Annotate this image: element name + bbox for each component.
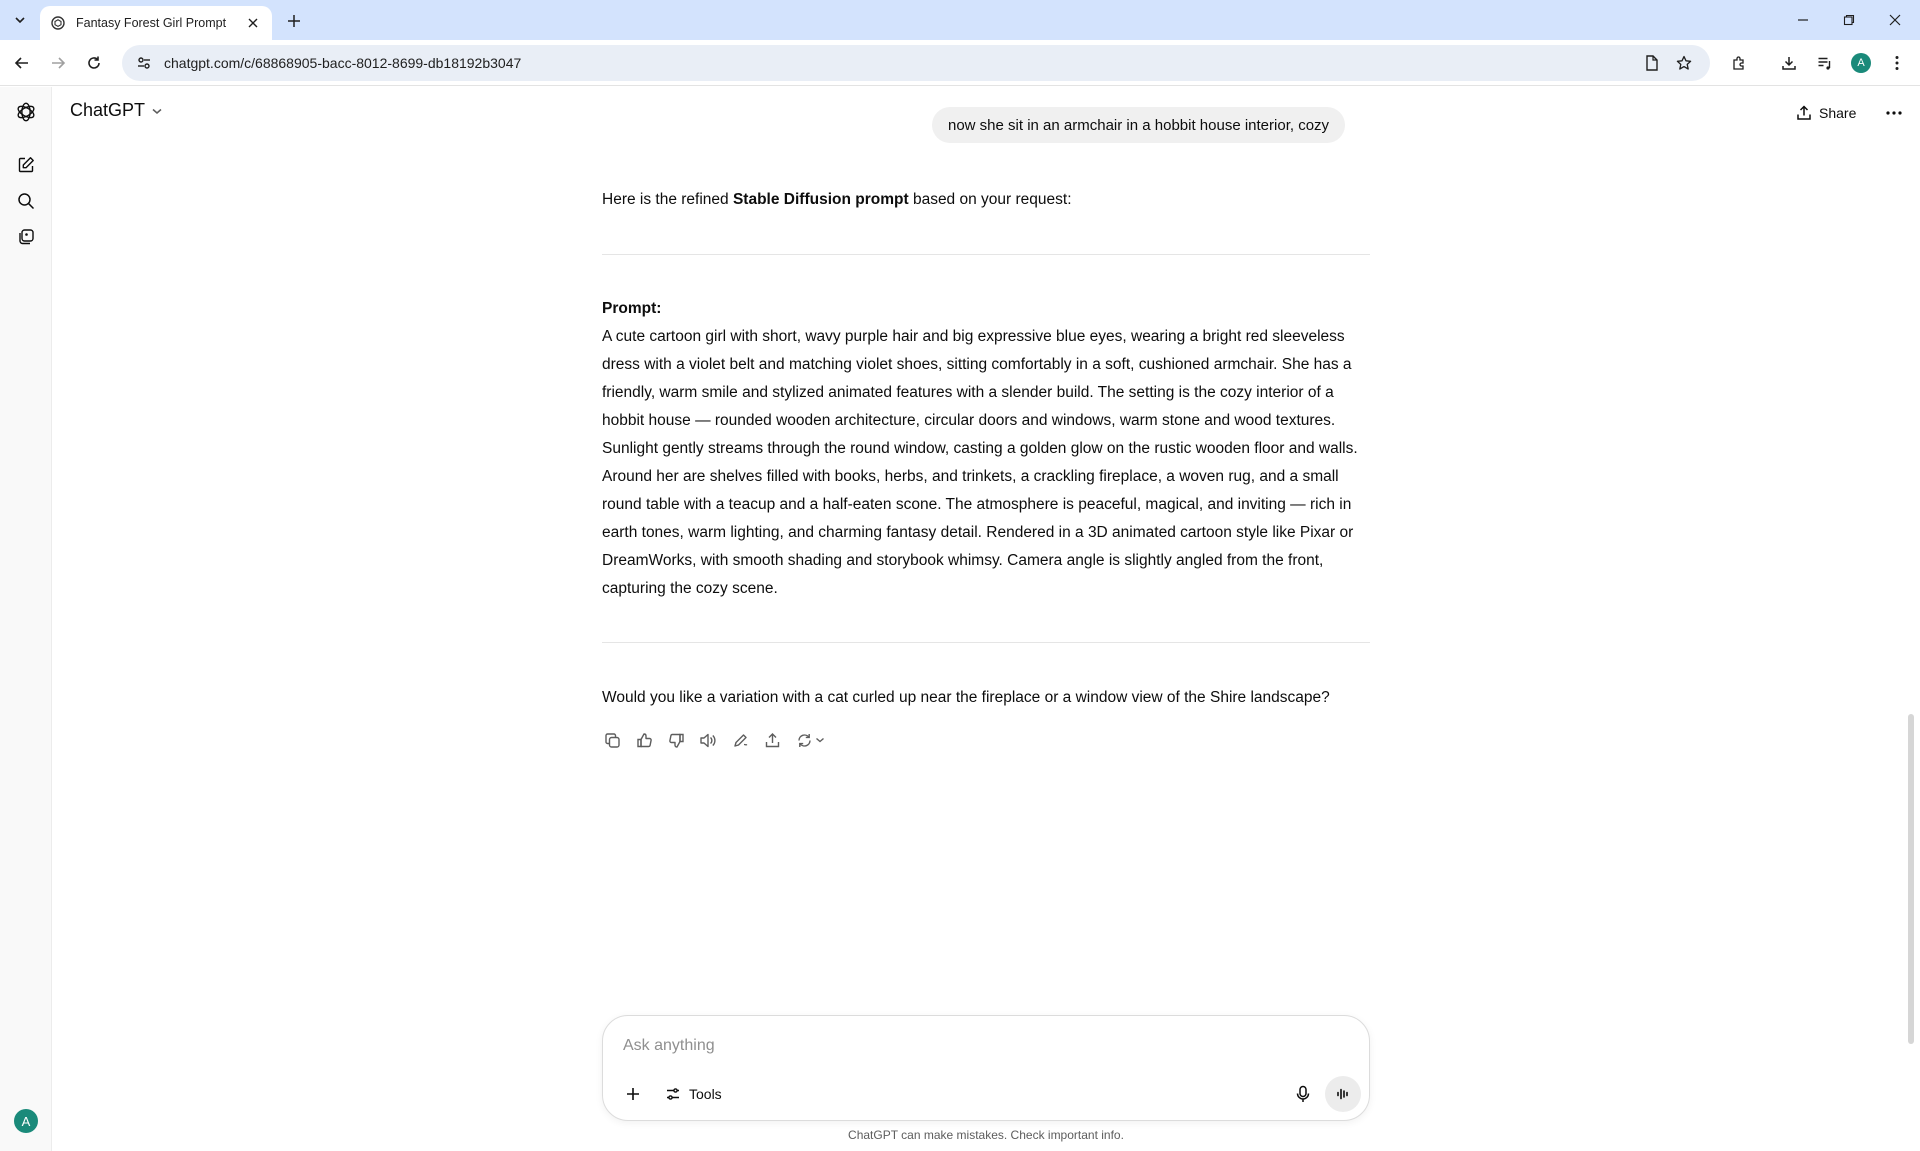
tune-icon bbox=[136, 55, 152, 71]
browser-toolbar bbox=[0, 40, 1920, 86]
copy-button[interactable] bbox=[600, 728, 624, 752]
share-icon bbox=[1796, 105, 1812, 121]
images-icon bbox=[17, 228, 35, 246]
url-text[interactable]: chatgpt.com/c/68868905-bacc-8012-8699-db18192b3047 bbox=[164, 55, 522, 71]
plus-icon bbox=[625, 1086, 641, 1102]
address-bar[interactable] bbox=[122, 45, 1710, 81]
chevron-down-icon bbox=[14, 14, 26, 26]
read-aloud-button[interactable] bbox=[696, 728, 720, 752]
thumbs-down-icon bbox=[668, 732, 685, 749]
openai-logo-icon bbox=[15, 101, 37, 123]
downloads-button[interactable] bbox=[1775, 49, 1803, 77]
media-controls-button[interactable] bbox=[1811, 49, 1839, 77]
reload-icon bbox=[86, 55, 102, 71]
bookmark-button[interactable] bbox=[1670, 49, 1698, 77]
intro-text-after: based on your request: bbox=[908, 191, 1072, 208]
profile-avatar: A bbox=[1851, 53, 1871, 73]
site-info-button[interactable] bbox=[126, 45, 162, 81]
close-window-button[interactable] bbox=[1872, 0, 1918, 40]
forward-button[interactable] bbox=[44, 49, 72, 77]
page-scrollbar[interactable] bbox=[1908, 714, 1914, 1044]
waveform-icon bbox=[1335, 1086, 1351, 1102]
sliders-icon bbox=[665, 1086, 681, 1102]
sidebar-rail bbox=[0, 87, 52, 1151]
edit-icon bbox=[17, 156, 35, 174]
regenerate-button[interactable] bbox=[792, 728, 828, 752]
assistant-intro bbox=[602, 186, 1370, 214]
close-icon bbox=[248, 18, 258, 28]
browser-menu-button[interactable] bbox=[1883, 49, 1911, 77]
composer bbox=[602, 1015, 1370, 1121]
new-chat-button[interactable] bbox=[12, 151, 40, 179]
document-icon bbox=[1645, 55, 1659, 71]
conversation-options-button[interactable] bbox=[1880, 100, 1908, 126]
share-button[interactable] bbox=[1796, 100, 1856, 126]
browser-tab[interactable] bbox=[40, 6, 272, 40]
share-message-button[interactable] bbox=[760, 728, 784, 752]
prompt-text: A cute cartoon girl with short, wavy purple hair and big expressive blue eyes, wearing a bright red sleeveless dress with a violet belt and matching violet shoes, sitting comfortably in a soft, cushioned armchair. She has a friendly, warm smile and stylized animated features with a slender build. The setting is the cozy interior of a hobbit house — rounded wooden architecture, circular doors and windows, warm stone and wood textures. Sunlight gently streams through the round window, casting a golden glow on the rustic wooden floor and walls. Around her are shelves filled with books, herbs, and trinkets, a crackling fireplace, a woven rug, and a small round table with a teacup and a half-eaten scone. The atmosphere is peaceful, magical, and inviting — rich in earth tones, warm lighting, and charming fantasy detail. Rendered in a 3D animated cartoon style like Pixar or DreamWorks, with smooth shading and storybook whimsy. Camera angle is slightly angled from the front, capturing the cozy scene. bbox=[602, 328, 1358, 597]
chevron-down-icon bbox=[815, 735, 825, 745]
library-button[interactable] bbox=[12, 223, 40, 251]
star-icon bbox=[1676, 55, 1692, 71]
minimize-button[interactable] bbox=[1780, 0, 1826, 40]
search-icon bbox=[17, 192, 35, 210]
more-vertical-icon bbox=[1895, 55, 1899, 71]
refresh-icon bbox=[796, 732, 813, 749]
model-selector[interactable] bbox=[70, 100, 163, 121]
section-divider bbox=[602, 642, 1370, 643]
new-tab-button[interactable] bbox=[282, 9, 306, 33]
app-title: ChatGPT bbox=[70, 100, 146, 120]
chatgpt-favicon-icon bbox=[50, 15, 66, 31]
edit-in-canvas-button[interactable] bbox=[728, 728, 752, 752]
browser-tab-bar bbox=[0, 0, 1920, 40]
profile-button[interactable] bbox=[1847, 49, 1875, 77]
prompt-label bbox=[602, 295, 1370, 323]
intro-text-before: Here is the refined bbox=[602, 191, 733, 208]
playlist-icon bbox=[1817, 55, 1833, 71]
arrow-left-icon bbox=[14, 55, 30, 71]
assistant-followup: Would you like a variation with a cat curled up near the fireplace or a window view of the Shire landscape? bbox=[602, 689, 1330, 706]
share-label: Share bbox=[1819, 105, 1857, 121]
copy-icon bbox=[604, 732, 621, 749]
tab-search-button[interactable] bbox=[6, 8, 34, 32]
extensions-button[interactable] bbox=[1725, 49, 1753, 77]
share-icon bbox=[764, 732, 781, 749]
intro-text-bold: Stable Diffusion prompt bbox=[732, 191, 909, 208]
thumbs-up-icon bbox=[636, 732, 653, 749]
prompt-input[interactable] bbox=[623, 1032, 1343, 1060]
arrow-right-icon bbox=[50, 55, 66, 71]
add-attachment-button[interactable] bbox=[617, 1078, 649, 1110]
user-avatar[interactable]: A bbox=[14, 1109, 38, 1133]
page-action-button[interactable] bbox=[1638, 49, 1666, 77]
disclaimer-text: ChatGPT can make mistakes. Check important info. bbox=[848, 1128, 1124, 1142]
close-icon bbox=[1889, 14, 1901, 26]
microphone-icon bbox=[1295, 1085, 1311, 1103]
tools-button[interactable] bbox=[657, 1078, 730, 1110]
restore-button[interactable] bbox=[1826, 0, 1872, 40]
plus-icon bbox=[287, 14, 301, 28]
minimize-icon bbox=[1797, 14, 1809, 26]
download-icon bbox=[1781, 55, 1797, 71]
back-button[interactable] bbox=[8, 49, 36, 77]
tools-label: Tools bbox=[689, 1086, 722, 1102]
prompt-label-text: Prompt: bbox=[602, 300, 662, 317]
more-horizontal-icon bbox=[1886, 111, 1902, 115]
speaker-icon bbox=[699, 732, 717, 749]
pencil-sparkle-icon bbox=[732, 732, 749, 749]
chatgpt-logo-button[interactable] bbox=[12, 98, 40, 126]
bad-response-button[interactable] bbox=[664, 728, 688, 752]
good-response-button[interactable] bbox=[632, 728, 656, 752]
section-divider bbox=[602, 254, 1370, 255]
tab-close-button[interactable] bbox=[244, 14, 262, 32]
chevron-down-icon bbox=[151, 105, 163, 117]
tab-title: Fantasy Forest Girl Prompt bbox=[76, 16, 227, 30]
voice-mode-button[interactable] bbox=[1325, 1076, 1361, 1112]
search-chats-button[interactable] bbox=[12, 187, 40, 215]
message-actions bbox=[600, 728, 836, 752]
dictate-button[interactable] bbox=[1287, 1078, 1319, 1110]
puzzle-icon bbox=[1731, 55, 1747, 71]
user-message-bubble: now she sit in an armchair in a hobbit house interior, cozy bbox=[932, 107, 1345, 143]
reload-button[interactable] bbox=[80, 49, 108, 77]
restore-icon bbox=[1843, 14, 1855, 26]
